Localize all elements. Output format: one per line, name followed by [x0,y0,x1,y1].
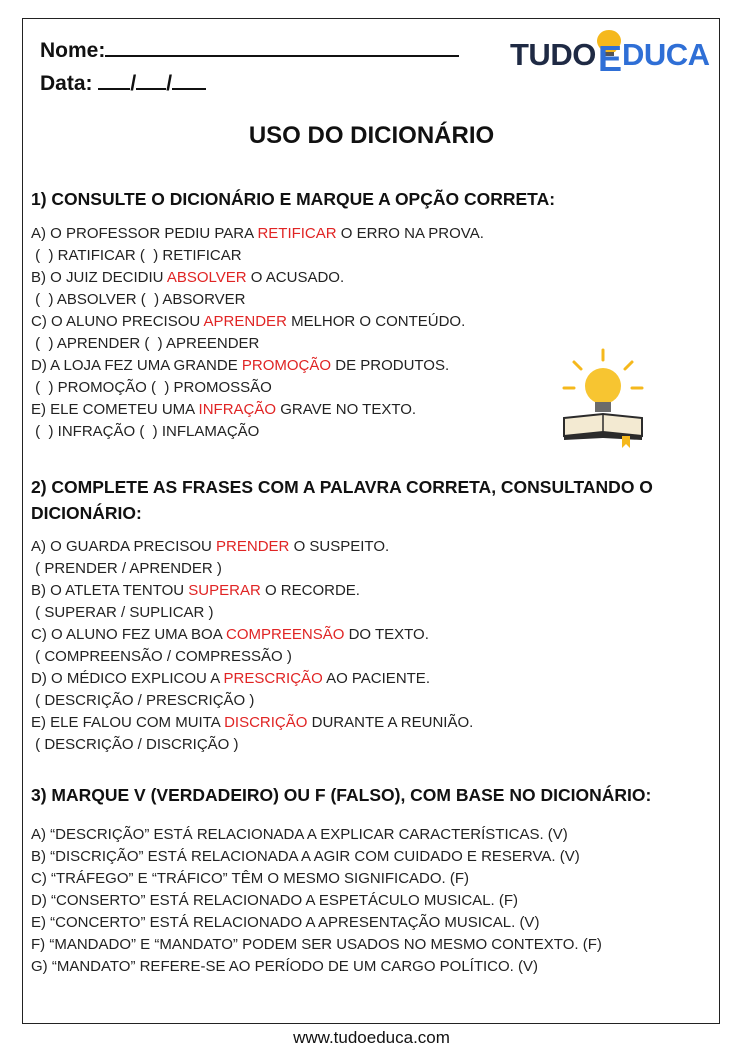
list-item: B) O JUIZ DECIDIU ABSOLVER O ACUSADO. [31,269,345,286]
highlighted-word: COMPREENSÃO [226,626,345,643]
highlighted-word: DISCRIÇÃO [224,714,308,731]
question-2-items [31,536,591,756]
tudoeduca-logo [510,28,720,82]
name-underline[interactable] [105,37,459,57]
date-month-blank[interactable] [136,70,166,90]
question-3-items [31,824,691,978]
answer-options: ( PRENDER / APRENDER ) [31,560,222,577]
question-2-heading: 2) COMPLETE AS FRASES COM A PALAVRA CORRETA, CONSULTANDO O DICIONÁRIO: [31,477,653,523]
highlighted-word: INFRAÇÃO [198,401,277,418]
highlighted-word: ABSOLVER [166,269,247,286]
question-1-heading: 1) CONSULTE O DICIONÁRIO E MARQUE A OPÇÃO CORRETA: [31,189,556,209]
name-field [40,37,459,63]
list-item: D) A LOJA FEZ UMA GRANDE PROMOÇÃO DE PRODUTOS. [31,357,450,374]
highlighted-word: SUPERAR [188,582,261,599]
list-item: A) O GUARDA PRECISOU PRENDER O SUSPEITO. [31,538,390,555]
answer-options[interactable]: ( ) ABSOLVER ( ) ABSORVER [31,291,246,308]
answer-options: ( COMPREENSÃO / COMPRESSÃO ) [31,648,292,665]
footer-url[interactable]: www.tudoeduca.com [293,1028,450,1047]
list-item: A) O PROFESSOR PEDIU PARA RETIFICAR O ERRO NA PROVA. [31,225,484,242]
answer-options: ( DESCRIÇÃO / PRESCRIÇÃO ) [31,692,255,709]
highlighted-word: APRENDER [203,313,287,330]
date-separator: / [166,72,173,95]
highlighted-word: PRENDER [216,538,290,555]
answer-options[interactable]: ( ) APRENDER ( ) APREENDER [31,335,260,352]
date-field [40,70,206,96]
list-item: E) ELE FALOU COM MUITA DISCRIÇÃO DURANTE A REUNIÃO. [31,714,474,731]
logo-text-e: E [598,38,622,79]
list-item: G) “MANDATO” REFERE-SE AO PERÍODO DE UM CARGO POLÍTICO. (V) [31,958,538,975]
question-3-heading: 3) MARQUE V (VERDADEIRO) OU F (FALSO), COM BASE NO DICIONÁRIO: [31,785,652,805]
date-year-blank[interactable] [172,70,206,90]
highlighted-word: PROMOÇÃO [241,357,332,374]
logo-text-tudo: TUDO [510,37,596,72]
list-item: B) O ATLETA TENTOU SUPERAR O RECORDE. [31,582,360,599]
book-lightbulb-icon [560,348,646,448]
answer-options: ( SUPERAR / SUPLICAR ) [31,604,214,621]
list-item: C) O ALUNO FEZ UMA BOA COMPREENSÃO DO TEXTO. [31,626,429,643]
list-item: E) “CONCERTO” ESTÁ RELACIONADO A APRESENTAÇÃO MUSICAL. (V) [31,914,540,931]
list-item: A) “DESCRIÇÃO” ESTÁ RELACIONADA A EXPLICAR CARACTERÍSTICAS. (V) [31,826,568,843]
date-label: Data: [40,72,93,95]
question-1-items [31,223,591,443]
answer-options[interactable]: ( ) RATIFICAR ( ) RETIFICAR [31,247,242,264]
list-item: F) “MANDADO” E “MANDATO” PODEM SER USADOS NO MESMO CONTEXTO. (F) [31,936,602,953]
answer-options[interactable]: ( ) PROMOÇÃO ( ) PROMOSSÃO [31,379,272,396]
list-item: B) “DISCRIÇÃO” ESTÁ RELACIONADA A AGIR COM CUIDADO E RESERVA. (V) [31,848,580,865]
list-item: C) O ALUNO PRECISOU APRENDER MELHOR O CONTEÚDO. [31,313,466,330]
list-item: E) ELE COMETEU UMA INFRAÇÃO GRAVE NO TEXTO. [31,401,417,418]
logo-text-duca: DUCA [622,37,710,72]
page-title: USO DO DICIONÁRIO [248,122,495,149]
highlighted-word: RETIFICAR [257,225,337,242]
answer-options: ( DESCRIÇÃO / DISCRIÇÃO ) [31,736,239,753]
date-day-blank[interactable] [98,70,130,90]
list-item: D) “CONSERTO” ESTÁ RELACIONADO A ESPETÁCULO MUSICAL. (F) [31,892,519,909]
list-item: D) O MÉDICO EXPLICOU A PRESCRIÇÃO AO PACIENTE. [31,670,430,687]
answer-options[interactable]: ( ) INFRAÇÃO ( ) INFLAMAÇÃO [31,423,260,440]
name-label: Nome: [40,39,106,62]
list-item: C) “TRÁFEGO” E “TRÁFICO” TÊM O MESMO SIGNIFICADO. (F) [31,870,470,887]
date-separator: / [130,72,137,95]
highlighted-word: PRESCRIÇÃO [223,670,323,687]
